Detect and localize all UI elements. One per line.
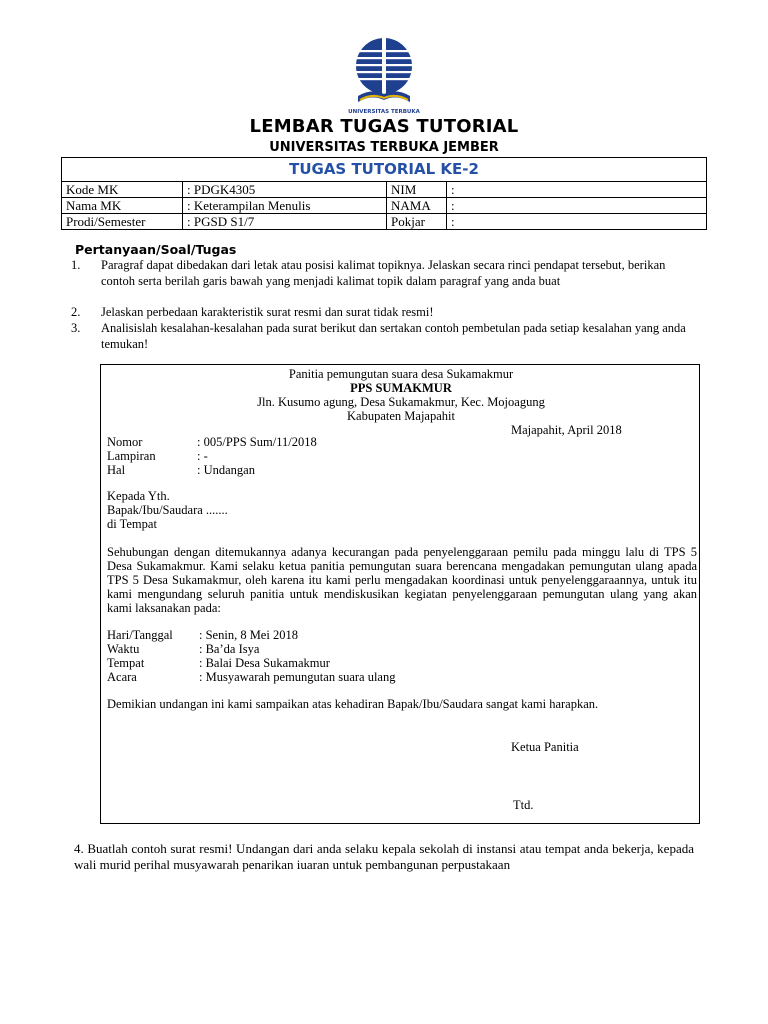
- label-nim: NIM: [387, 182, 447, 198]
- page-subtitle: UNIVERSITAS TERBUKA JEMBER: [269, 140, 499, 155]
- question-text: Paragraf dapat dibedakan dari letak atau posisi kalimat topiknya. Jelaskan secara rinci pendapat tersebut, berikan contoh serta berilah garis bawah yang menjadi kalimat topik dalam paragraf yang anda buat: [101, 258, 666, 288]
- schedule-value: : Senin, 8 Mei 2018: [199, 628, 298, 642]
- label-nama-mk: Nama MK: [62, 198, 183, 214]
- schedule-label: Tempat: [107, 656, 145, 670]
- recipient-line: Kepada Yth.: [107, 489, 170, 503]
- universitas-terbuka-logo: [348, 36, 420, 116]
- question-text: Jelaskan perbedaan karakteristik surat resmi dan surat tidak resmi!: [101, 305, 434, 319]
- question-number: 3.: [71, 321, 81, 335]
- meta-label: Hal: [107, 463, 126, 477]
- question-4: [74, 841, 694, 873]
- table-row: [62, 198, 707, 214]
- schedule-label: Acara: [107, 670, 137, 684]
- meta-label: Nomor: [107, 435, 143, 449]
- info-table: [61, 157, 707, 230]
- schedule-value: : Musyawarah pemungutan suara ulang: [199, 670, 396, 684]
- question-number: 1.: [71, 258, 81, 272]
- label-kode-mk: Kode MK: [62, 182, 183, 198]
- meta-value: : 005/PPS Sum/11/2018: [197, 435, 317, 449]
- schedule-value: : Ba’da Isya: [199, 642, 260, 656]
- logo-text: UNIVERSITAS TERBUKA: [348, 109, 420, 115]
- assignment-heading: TUGAS TUTORIAL KE-2: [62, 158, 707, 182]
- value-pokjar: :: [447, 214, 707, 230]
- table-row: [62, 182, 707, 198]
- label-prodi: Prodi/Semester: [62, 214, 183, 230]
- label-pokjar: Pokjar: [387, 214, 447, 230]
- meta-value: : -: [197, 449, 208, 463]
- value-nama-mk: : Keterampilan Menulis: [183, 198, 387, 214]
- letter-closing: Demikian undangan ini kami sampaikan atas kehadiran Bapak/Ibu/Saudara sangat kami harapkan.: [107, 697, 599, 711]
- label-nama: NAMA: [387, 198, 447, 214]
- letter-header-name: PPS SUMAKMUR: [350, 381, 452, 395]
- recipient-line: Bapak/Ibu/Saudara .......: [107, 503, 228, 517]
- letter-date: Majapahit, April 2018: [511, 423, 622, 437]
- letter-signer: Ketua Panitia: [511, 740, 579, 754]
- value-prodi: : PGSD S1/7: [183, 214, 387, 230]
- sample-letter: [100, 364, 700, 824]
- question-text: Buatlah contoh surat resmi! Undangan dari anda selaku kepala sekolah di instansi atau tempat anda bekerja, kepada wali murid perihal musyawarah penarikan iuaran untuk pembangunan perpustakaan: [74, 841, 694, 872]
- question-number: 2.: [71, 305, 81, 319]
- value-nim: :: [447, 182, 707, 198]
- schedule-label: Hari/Tanggal: [107, 628, 173, 642]
- letter-header-org: Panitia pemungutan suara desa Sukamakmur: [288, 367, 514, 381]
- question-number: 4.: [74, 841, 84, 856]
- meta-label: Lampiran: [107, 449, 156, 463]
- page-title: LEMBAR TUGAS TUTORIAL: [249, 116, 519, 137]
- schedule-label: Waktu: [107, 642, 140, 656]
- value-nama: :: [447, 198, 707, 214]
- schedule-value: : Balai Desa Sukamakmur: [199, 656, 330, 670]
- value-kode-mk: : PDGK4305: [183, 182, 387, 198]
- question-text: Analisislah kesalahan-kesalahan pada surat berikut dan sertakan contoh pembetulan pada setiap kesalahan yang anda temukan!: [101, 321, 686, 351]
- letter-header-address: Jln. Kusumo agung, Desa Sukamakmur, Kec. Mojoagung: [257, 395, 545, 409]
- table-row: [62, 214, 707, 230]
- questions-heading: Pertanyaan/Soal/Tugas: [75, 242, 237, 257]
- letter-body: Sehubungan dengan ditemukannya adanya kecurangan pada penyelenggaraan pemilu pada minggu lalu di TPS 5 Desa Sukamakmur. Kami selaku ketua panitia pemungutan suara berencana mengadakan pemungutan ulang apada TPS 5 Desa Sukamakmur, oleh karena itu kami perlu mengadakan koordinasi untuk penyelenggaraannya, untuk itu kami mengundang seluruh panitia untuk mendiskusikan kegiatan penyelenggaraan pemungutan ulang yang akan kami laksanakan pada:: [107, 545, 697, 615]
- letter-header-regency: Kabupaten Majapahit: [347, 409, 455, 423]
- meta-value: : Undangan: [197, 463, 255, 477]
- recipient-line: di Tempat: [107, 517, 157, 531]
- letter-signature: Ttd.: [513, 798, 534, 812]
